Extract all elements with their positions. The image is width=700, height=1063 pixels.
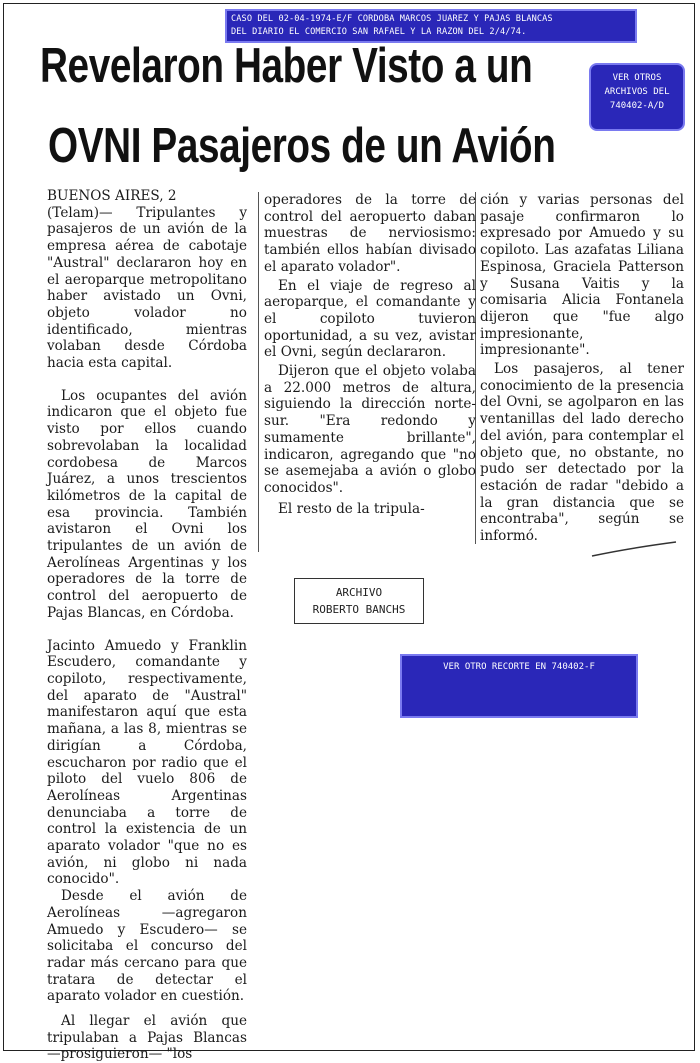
paragraph: Al llegar el avión que tripulaban a Pajas Blancas —prosiguieron— "los (47, 1013, 247, 1063)
end-mark (590, 540, 680, 560)
other-clipping-label: VER OTRO RECORTE EN 740402-F (443, 662, 595, 672)
paragraph: En el viaje de regreso al aeroparque, el comandante y el copiloto tuvieron oportunidad, a su vez, avistar el Ovni, según declararon. (264, 277, 476, 361)
case-info-line-1: CASO DEL 02-04-1974-E/F CORDOBA MARCOS JUAREZ Y PAJAS BLANCAS (231, 14, 553, 24)
other-archives-link[interactable] (589, 63, 685, 131)
headline-line-2: OVNI Pasajeros de un Avión (48, 119, 556, 173)
headline-line-1: Revelaron Haber Visto a un (40, 39, 533, 93)
other-clipping-link[interactable] (400, 654, 638, 718)
other-archives-line-2: ARCHIVOS DEL (604, 87, 670, 97)
article-column-3 (480, 192, 684, 545)
paragraph: Los pasajeros, al tener conocimiento de la presencia del Ovni, se agolparon en las ventanillas del lado derecho del avión, para contemplar el objeto que, no obstante, no pudo ser detectado por la estación de radar "debido a la gran distancia que se encontraba", según se informó. (480, 361, 684, 545)
archive-stamp-line-1: ARCHIVO (335, 586, 383, 599)
case-info-banner (225, 9, 637, 43)
column-divider (258, 192, 259, 552)
other-archives-line-3: 740402-A/D (609, 101, 665, 111)
archive-stamp-line-2: ROBERTO BANCHS (312, 603, 406, 616)
paragraph: El resto de la tripula- (278, 500, 425, 517)
paragraph: Jacinto Amuedo y Franklin Escudero, comandante y copiloto, respectivamente, del aparato de "Austral" manifestaron aquí que esta mañana, a las 8, mientras se dirigían a Córdoba, escucharon por radio que el piloto del vuelo 806 de Aerolíneas Argentinas denunciaba a torre de control la existencia de un aparato volador "que no es avión, ni globo ni nada conocido". (47, 637, 247, 888)
paragraph: Desde el avión de Aerolíneas —agregaron Amuedo y Escudero— se solicitaba el concurso del radar más cercano para que tratara de detectar el aparato volador en cuestión. (47, 888, 247, 1005)
paragraph: ción y varias personas del pasaje confirmaron lo expresado por Amuedo y su copiloto. Las azafatas Liliana Espinosa, Graciela Patterson y Susana Vaitis y la comisaria Alicia Fontanela dijeron que "fue algo impresionante, impresionante". (480, 192, 684, 359)
paragraph: Los ocupantes del avión indicaron que el objeto fue visto por ellos cuando sobrevolaban la localidad cordobesa de Marcos Juárez, a unos trescientos kilómetros de la capital de esa provincia. También avistaron el Ovni los tripulantes de un avión de Aerolíneas Argentinas y los operadores de la torre de control del aeropuerto de Pajas Blancas, en Córdoba. (47, 387, 247, 621)
paragraph: operadores de la torre de control del aeropuerto daban muestras de nerviosismo: también ellos habían divisado el aparato volador". (264, 192, 476, 275)
article-column-2 (264, 192, 476, 517)
paragraph: BUENOS AIRES, 2 (Telam)— Tripulantes y pasajeros de un avión de la empresa aérea de cabotaje "Austral" declararon hoy en el aeroparque metropolitano haber avistado un Ovni, objeto volador no identificado, mientras volaban desde Córdoba hacia esta capital. (47, 188, 247, 372)
case-info-line-2: DEL DIARIO EL COMERCIO SAN RAFAEL Y LA RAZON DEL 2/4/74. (231, 27, 527, 37)
archive-stamp (294, 578, 424, 624)
other-archives-line-1: VER OTROS (612, 73, 662, 83)
paragraph: Dijeron que el objeto volaba a 22.000 metros de altura, siguiendo la dirección norte-sur. "Era redondo y sumamente brillante", indicaron, agregando que "no se asemejaba a avión o globo conocidos". (264, 363, 476, 496)
article-column-1 (47, 188, 247, 1063)
